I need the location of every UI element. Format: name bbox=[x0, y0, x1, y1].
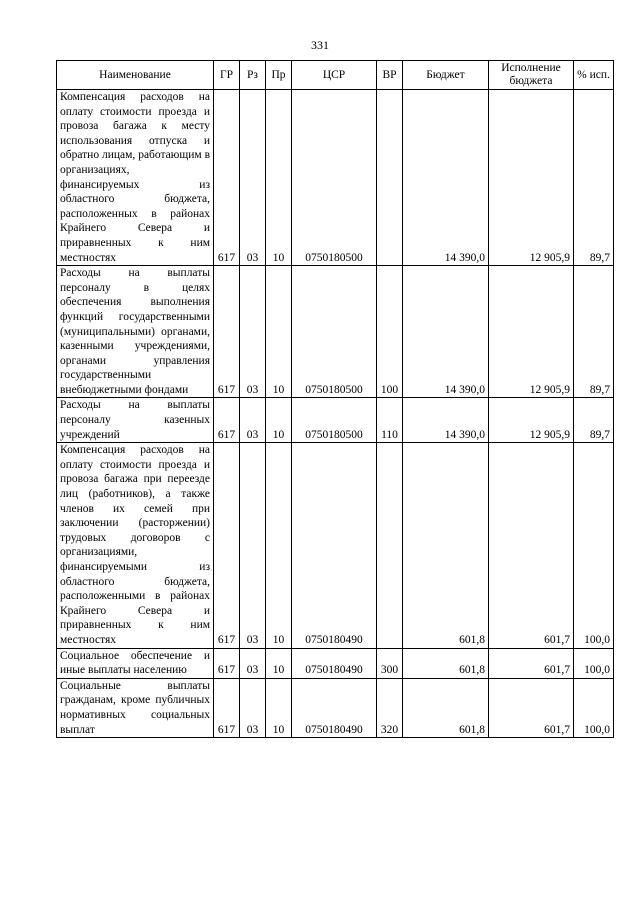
row-budget: 601,8 bbox=[403, 678, 489, 737]
table-row bbox=[57, 266, 614, 398]
row-csr: 0750180490 bbox=[292, 648, 377, 678]
row-name: Компенсация расходов на оплату стоимости проезда и провоза багажа при переезде лиц (работников), а также членов их семей при заключении (расторжении) трудовых договоров с организациями, финансируемыми из областного бюджета, расположенными в районах Крайнего Севера и приравненных к ним местностях bbox=[57, 443, 214, 648]
row-pr: 10 bbox=[266, 90, 292, 266]
row-budget: 601,8 bbox=[403, 648, 489, 678]
row-budget: 14 390,0 bbox=[403, 398, 489, 443]
row-pr: 10 bbox=[266, 443, 292, 648]
row-csr: 0750180500 bbox=[292, 90, 377, 266]
row-name: Социальные выплаты гражданам, кроме публичных нормативных социальных выплат bbox=[57, 678, 214, 737]
row-percent: 89,7 bbox=[574, 398, 614, 443]
row-csr: 0750180500 bbox=[292, 398, 377, 443]
row-vr: 110 bbox=[377, 398, 403, 443]
row-vr: 320 bbox=[377, 678, 403, 737]
header-csr: ЦСР bbox=[292, 61, 377, 90]
row-csr: 0750180490 bbox=[292, 678, 377, 737]
table-row bbox=[57, 398, 614, 443]
row-budget: 14 390,0 bbox=[403, 90, 489, 266]
table-header-row bbox=[57, 61, 614, 90]
page-number: 331 bbox=[311, 38, 329, 52]
row-execution: 12 905,9 bbox=[489, 398, 574, 443]
table-row bbox=[57, 648, 614, 678]
row-percent: 89,7 bbox=[574, 90, 614, 266]
row-budget: 14 390,0 bbox=[403, 266, 489, 398]
row-gr: 617 bbox=[214, 398, 240, 443]
row-gr: 617 bbox=[214, 90, 240, 266]
row-csr: 0750180500 bbox=[292, 266, 377, 398]
row-rz: 03 bbox=[240, 398, 266, 443]
row-vr bbox=[377, 90, 403, 266]
header-rz: Рз bbox=[240, 61, 266, 90]
row-budget: 601,8 bbox=[403, 443, 489, 648]
row-gr: 617 bbox=[214, 678, 240, 737]
row-name: Расходы на выплаты персоналу казенных учреждений bbox=[57, 398, 214, 443]
row-pr: 10 bbox=[266, 266, 292, 398]
table-row bbox=[57, 678, 614, 737]
row-name: Социальное обеспечение и иные выплаты населению bbox=[57, 648, 214, 678]
row-gr: 617 bbox=[214, 443, 240, 648]
row-vr: 100 bbox=[377, 266, 403, 398]
row-execution: 12 905,9 bbox=[489, 266, 574, 398]
header-vr: ВР bbox=[377, 61, 403, 90]
row-pr: 10 bbox=[266, 398, 292, 443]
header-percent: % исп. bbox=[574, 61, 614, 90]
table-row bbox=[57, 90, 614, 266]
row-csr: 0750180490 bbox=[292, 443, 377, 648]
row-gr: 617 bbox=[214, 648, 240, 678]
row-percent: 100,0 bbox=[574, 648, 614, 678]
table-row bbox=[57, 443, 614, 648]
header-pr: Пр bbox=[266, 61, 292, 90]
row-vr: 300 bbox=[377, 648, 403, 678]
row-pr: 10 bbox=[266, 648, 292, 678]
header-gr: ГР bbox=[214, 61, 240, 90]
row-percent: 89,7 bbox=[574, 266, 614, 398]
row-gr: 617 bbox=[214, 266, 240, 398]
row-rz: 03 bbox=[240, 90, 266, 266]
header-budget: Бюджет bbox=[403, 61, 489, 90]
row-rz: 03 bbox=[240, 443, 266, 648]
header-name: Наименование bbox=[57, 61, 214, 90]
row-execution: 12 905,9 bbox=[489, 90, 574, 266]
row-name: Компенсация расходов на оплату стоимости проезда и провоза багажа к месту использования отпуска и обратно лицам, работающим в организациях, финансируемых из областного бюджета, расположенных в районах Крайнего Севера и приравненных к ним местностях bbox=[57, 90, 214, 266]
row-pr: 10 bbox=[266, 678, 292, 737]
budget-table bbox=[56, 60, 614, 738]
header-execution: Исполнение бюджета bbox=[489, 61, 574, 90]
row-rz: 03 bbox=[240, 648, 266, 678]
row-percent: 100,0 bbox=[574, 443, 614, 648]
row-execution: 601,7 bbox=[489, 648, 574, 678]
row-percent: 100,0 bbox=[574, 678, 614, 737]
row-rz: 03 bbox=[240, 266, 266, 398]
row-execution: 601,7 bbox=[489, 443, 574, 648]
row-execution: 601,7 bbox=[489, 678, 574, 737]
row-rz: 03 bbox=[240, 678, 266, 737]
row-name: Расходы на выплаты персоналу в целях обеспечения выполнения функций государственными (муниципальными) органами, казенными учреждениями, органами управления государственными внебюджетными фондами bbox=[57, 266, 214, 398]
row-vr bbox=[377, 443, 403, 648]
